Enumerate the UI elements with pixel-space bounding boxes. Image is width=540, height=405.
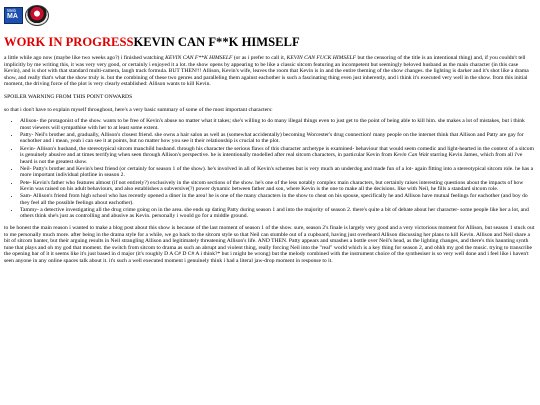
character-allison: • Allison- the protagonist of the show. wants to be free of Kevin's abuse no matter what it takes; she's willing to do many illegal things even to just get to the point of being able to kill him. she makes a lot of mistakes, but i think most viewers will sympathise with her to at least some extent.	[20, 118, 536, 131]
spoiler-warning: SPOILER WARNING FROM THIS POINT ONWARDS	[4, 93, 133, 100]
kevin-text: Kevin- Allison's husband, the stereotypical sitcom manchild husband. through his character the serious flaws of this character archetype is examined- behaviour that would seem comedic and light-hearted in the context of a sitcom is genuinely abusive and at times terrifying when seen through Allison's perspective. he is intentionally modelled after real sitcom characters, in particular Kevin from	[20, 145, 534, 159]
character-pete: • Pete- Kevin's father who features almost (if not entirely?) exclusively in the sitcom sections of the show. he's one of the less notably complex main characters, but certainly raises interesting questions about the impacts of how Kevin was raised on his adult behaviours, and also establishes a subversive(?) power dynamic between father and son, where Kevin is the one to make all the decisions. like with Neil, he fills a standard sitcom role.	[20, 180, 536, 193]
character-list	[4, 118, 536, 220]
intro-title-uncensored: KEVIN CAN FUCK HIMSELF	[286, 55, 357, 61]
intro-text-2: (or as i prefer to call it,	[232, 55, 287, 61]
character-sam: • Sam- Allison's friend from high school who has recently opened a diner in the area! he is one of the many characters in the show to cheat on his spouse, specifically he and Allison have mutual feelings for eachother (and boy do they feel all the possible feelings about eachother).	[20, 193, 536, 206]
character-kevin	[20, 146, 536, 166]
site-logo[interactable]	[25, 5, 49, 26]
intro-text-1: a little while ago now (maybe like two weeks ago?) i finished watching	[4, 55, 166, 61]
summary-intro: so that i don't have to explain myself throughout, here's a very basic summary of some of the most important characters:	[4, 106, 273, 113]
page-title	[4, 35, 536, 49]
site-header	[4, 4, 536, 26]
kevin-show-title: Kevin Can Wait	[393, 152, 429, 159]
intro-paragraph	[4, 55, 536, 88]
intro-text-3: but the censoring of the title is an intentional thing) and, if you couldn't tell implicitly by me writing this, it was very very good, or certainly i enjoyed it a lot. the show opens by appearing to be like a classic sitcom featuring an incompetent but seemingly beloved husband as the main character (in this case Kevin), and is shot with that standard multi-camera, laugh track formula. BUT THEN!!! Allison, Kevin's wife, leaves the room that Kevin is in and the entire theming of the show changes. the lighting is darker and it's shot like a drama show, and really that's what the show truly is. but the combining of these two genres and paralleling them against eachother is such a fascinating thing even just inherently, and i think it's executed very well in the show. from this initial moment, the driving force of the plot is very clearly established: Allison wants to kill Kevin.	[4, 55, 529, 88]
intro-title-italic: KEVIN CAN F**K HIMSELF	[165, 55, 233, 61]
character-tammy: • Tammy- a detective investigating all the drug crime going on in the area. she ends up dating Patty during season 1 and into the majority of season 2. there's quite a bit of debate about her character- some people like her a lot, and others think she's just as controlling and abusive as Kevin. personally i would go for a middle ground.	[20, 207, 536, 220]
title-wip: WORK IN PROGRESS	[4, 35, 134, 49]
kevin-text-after: starring Kevin James, which from all i've heard is not the greatest show.	[20, 152, 523, 165]
badge-line-2: MA	[7, 13, 18, 21]
character-patty: • Patty- Neil's brother and, gradually, Allison's closest friend. she owns a hair salon as well as (somewhat accidentally) becoming Worcester's drug connection! many people on the internet think that Allison and Patty are gay for eachother and i mean, yeah i can see it at points, but no matter how you see it their relationship is crucial to the plot.	[20, 132, 536, 145]
character-neil: • Neil- Patty's brother and Kevin's best friend (or certainly for season 1 of the show). he's involved in all of Kevin's schemes but is very much an underdog and made fun of a lot- again fitting into a stereotypical sitcom role. he has a more important individual plotline in season 2.	[20, 166, 536, 179]
webmaster-badge[interactable]	[4, 7, 23, 24]
closing-paragraph: to be honest the main reason i wanted to make a blog post about this show is because of the last moment of season 1 of the show. sure, season 2's finale is largely very good and a very victorious moment for Allison, but season 1 stuck out to me personally much more. after being in the drama style for a while, we go back to the sitcom style so that Neil can stumble out of a cupboard, having just overheard Allison discussing her plans to kill Kevin. Allison and Neil share a bit of sitcom banter, but their arguing results in Neil strangling Allison and legitimately threatening Allison's life. AND THEN. Patty appears and smashes a bottle over Neil's head, as the lighting changes, and there's this haunting synth tune that plays and oh my god that moment. the switch from sitcom to drama as such an abrupt and violent thing, really forcing Neil into the "real" world which is a key thing for season 2, and ohhh my god the music. trying to transcribe the opening bar of it it seems like it's just based in d major (it's roughly D A C# D C# A i think?* but i might be wrong) but the melody combined with the instrument choice of the synthesiser is so very well done and i feel like i haven't seen anyone in any online spaces talk about it. it's such a well executed moment i genuinely think i had a literal jaw-drop moment in response to it.	[4, 225, 535, 265]
title-main: KEVIN CAN F**K HIMSELF	[133, 35, 300, 49]
badge-line-1: Web	[7, 7, 16, 13]
